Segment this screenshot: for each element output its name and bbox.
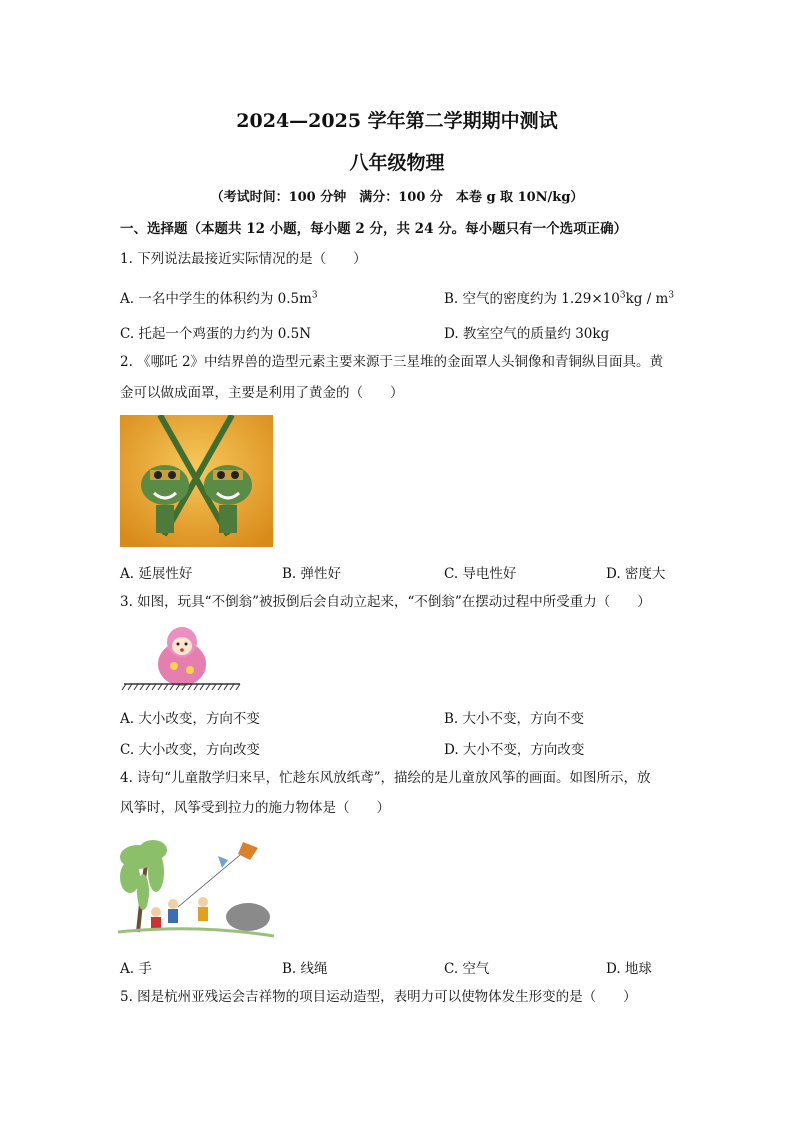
kite-flying-image — [118, 832, 274, 942]
q3-stem: 3. 如图，玩具“不倒翁”被扳倒后会自动立起来，“不倒翁”在摆动过程中所受重力（ ） — [120, 594, 651, 610]
q1-option-d: D. 教室空气的质量约 30kg — [444, 326, 610, 342]
q4-option-c: C. 空气 — [444, 961, 490, 977]
q4-option-a: A. 手 — [120, 961, 152, 977]
q1-stem: 1. 下列说法最接近实际情况的是（ ） — [120, 251, 367, 267]
q2-stem-line1: 2. 《哪吒 2》中结界兽的造型元素主要来源于三星堆的金面罩人头铜像和青铜纵目面具。黄 — [120, 354, 664, 370]
q5-stem: 5. 图是杭州亚残运会吉祥物的项目运动造型，表明力可以使物体发生形变的是（ ） — [120, 989, 637, 1005]
section-heading: 一、选择题（本题共 12 小题，每小题 2 分，共 24 分。每小题只有一个选项正确） — [120, 221, 628, 237]
q2-stem-line2: 金可以做成面罩，主要是利用了黄金的（ ） — [120, 385, 404, 401]
q3-option-d: D. 大小不变，方向改变 — [444, 742, 585, 758]
q1-option-a: A. 一名中学生的体积约为 $0.5m^3$ — [120, 290, 318, 307]
mask-figures-image — [120, 415, 273, 547]
q2-option-d: D. 密度大 — [606, 566, 666, 582]
q4-option-b: B. 线绳 — [282, 961, 328, 977]
q3-option-c: C. 大小改变，方向改变 — [120, 742, 260, 758]
q2-option-a: A. 延展性好 — [120, 566, 193, 582]
q2-option-c: C. 导电性好 — [444, 566, 517, 582]
q3-option-b: B. 大小不变，方向不变 — [444, 711, 585, 727]
exam-title: 2024—2025 学年第二学期期中测试 — [236, 110, 558, 132]
q4-stem-line1: 4. 诗句“儿童散学归来早，忙趁东风放纸鸢”，描绘的是儿童放风筝的画面。如图所示，放 — [120, 770, 651, 786]
q2-option-b: B. 弹性好 — [282, 566, 342, 582]
q1-option-b: B. 空气的密度约为 $1.29\times 10^3kg / m^3$ — [444, 290, 675, 307]
exam-note: （考试时间：100 分钟 满分：100 分 本卷 g 取 10N/kg） — [210, 190, 584, 205]
tumbler-toy-image — [120, 622, 244, 692]
q4-option-d: D. 地球 — [606, 961, 652, 977]
exam-subtitle: 八年级物理 — [349, 152, 445, 174]
q4-stem-line2: 风筝时，风筝受到拉力的施力物体是（ ） — [120, 800, 390, 816]
q1-option-c: C. 托起一个鸡蛋的力约为 0.5N — [120, 326, 312, 342]
q3-option-a: A. 大小改变，方向不变 — [120, 711, 260, 727]
